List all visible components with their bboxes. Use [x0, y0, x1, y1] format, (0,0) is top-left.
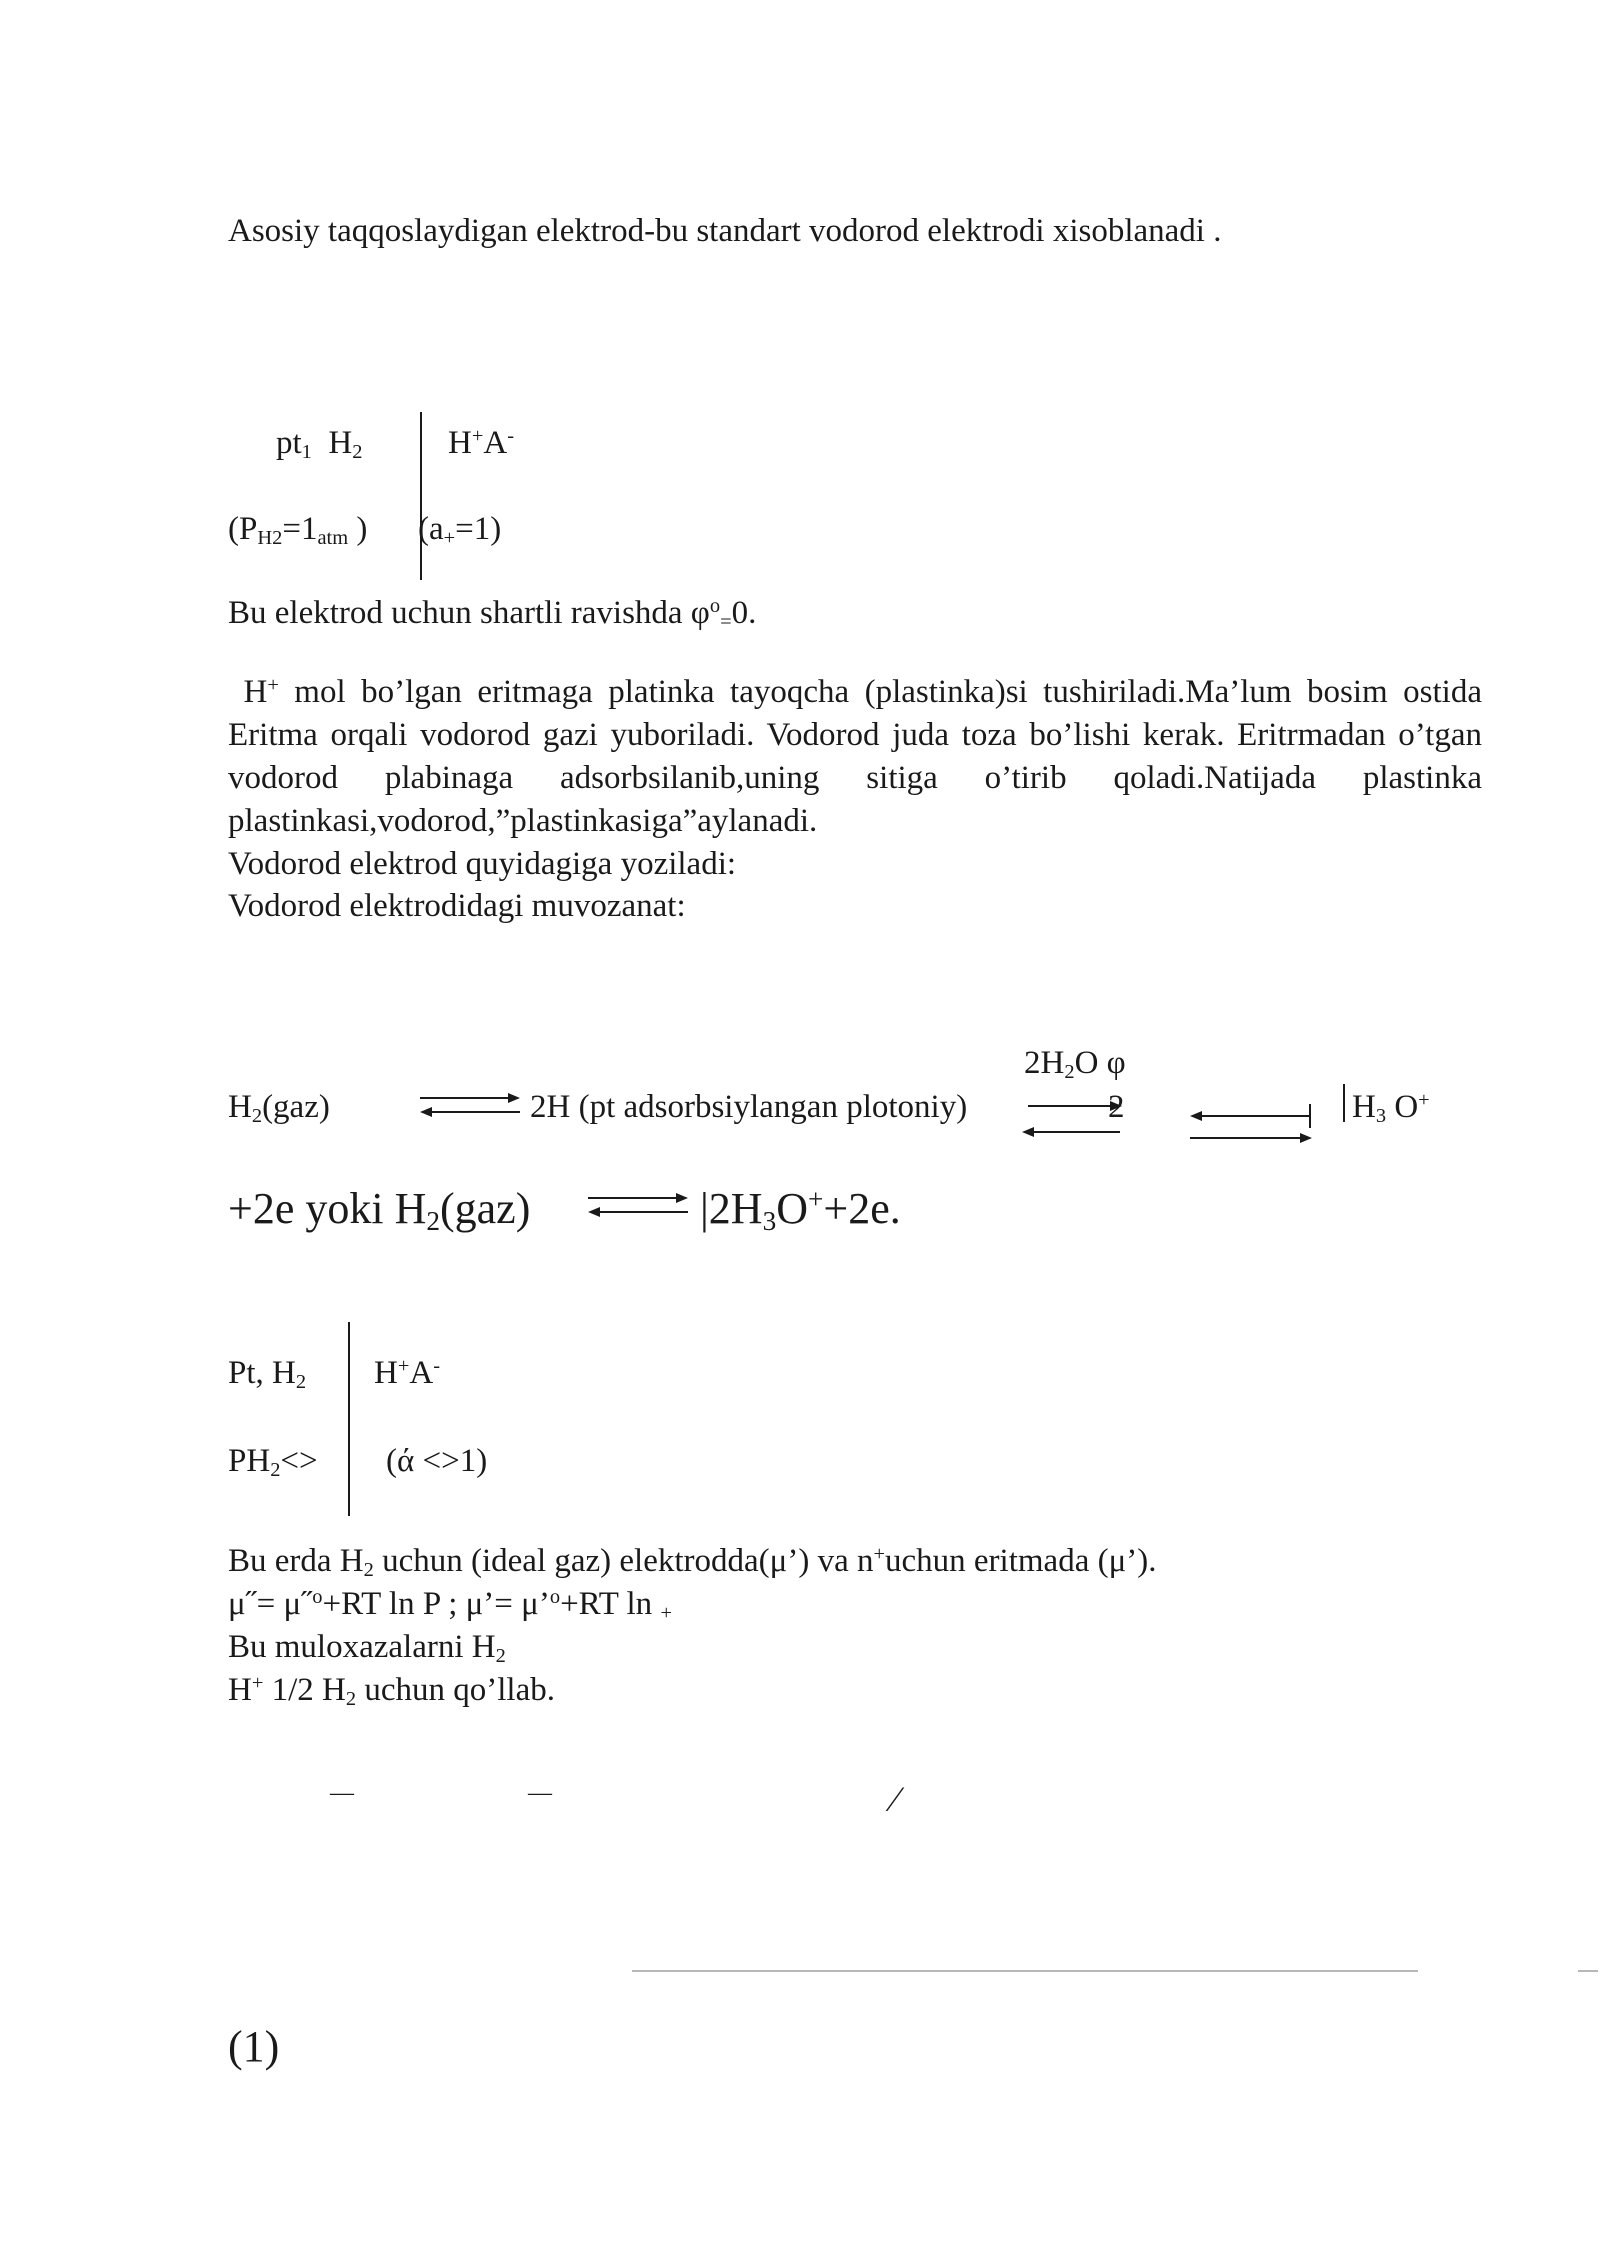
scheme2-right-bottom: (ά <>1) — [386, 1443, 488, 1479]
stray-dash-1: — — [330, 1780, 354, 1806]
scheme1-right-bottom: $(a_+=1)$ — [418, 511, 502, 550]
scheme2-divider — [348, 1322, 350, 1516]
scheme2-left-top: Pt, $H_2$ — [228, 1355, 307, 1394]
block-line-4: H+ 1/2 $H_2$ uchun qo’llab. — [228, 1671, 555, 1711]
scheme2-left-bottom: $PH_2<>$ — [228, 1443, 318, 1482]
paragraph-line-2: Vodorod elektrod quyidagiga yoziladi: — [228, 845, 737, 882]
reaction2-left: +2e yoki $H_2(gaz)$ — [228, 1184, 531, 1236]
equilibrium-arrow-3 — [1190, 1098, 1314, 1138]
scheme2-right-top: H+A- — [374, 1354, 441, 1391]
block-line-3: Bu muloxazalarni $H_2$ — [228, 1629, 506, 1668]
scheme1-left-top: $pt_1$ $H_2$ — [276, 425, 363, 464]
reaction-two: 2 — [1108, 1089, 1125, 1125]
paragraph-line-1: H+ mol bo’lgan eritmaga platinka tayoqcha (plastinka)si tushiriladi.Ma’lum bosim ostida Eritma orqali vodorod gazi yuboriladi. Vodorod juda toza bo’lishi kerak. Eritrmadan o’tgan vodorod plabinaga adsorbsilanib,uning sitiga o’tirib qoladi.Natijada plastinka plastinkasi,vodorod,”plastinkasiga”aylanadi. — [228, 673, 1483, 839]
scheme1-right-top: H+A- — [448, 424, 515, 461]
horizontal-rule-short — [1578, 1970, 1598, 1972]
phi-line: Bu elektrod uchun shartli ravishda $\varphi^o_=0$. — [228, 594, 757, 634]
description-paragraph — [228, 671, 1482, 928]
reaction-left: $H_2(gaz)$ — [228, 1089, 330, 1128]
reaction-middle: 2H (pt adsorbsiylangan plotoniy) — [530, 1089, 968, 1125]
paragraph-line-3: Vodorod elektrodidagi muvozanat: — [228, 888, 686, 925]
reaction-top-label: $2H_2O$ φ — [1024, 1045, 1126, 1084]
equilibrium-arrow-2 — [1022, 1098, 1122, 1138]
reaction2-right: $|2H_3O^++2e$. — [700, 1184, 901, 1236]
reaction-right-bar — [1343, 1084, 1345, 1122]
scheme1-divider — [420, 412, 422, 580]
equilibrium-arrow-4 — [588, 1190, 688, 1220]
equilibrium-arrow-1 — [420, 1090, 520, 1120]
stray-dash-2: — — [528, 1780, 552, 1806]
block-line-1: Bu erda $H_2$ uchun (ideal gaz) elektrodda(μ’) va n+uchun eritmada (μ’). — [228, 1542, 1157, 1582]
stray-slash: ⁄ — [892, 1779, 899, 1819]
horizontal-rule — [632, 1970, 1418, 1972]
reaction-right: $H_3$ O+ — [1352, 1088, 1430, 1128]
equation-number: (1) — [228, 2022, 280, 2071]
block-line-2: μ˝= μ˝$^o$+RT ln P ; μ’= μ’$^o$+RT ln $_+$ — [228, 1585, 672, 1625]
scheme1-left-bottom: ($P_{H2}=1_{atm}$ ) — [228, 511, 368, 550]
intro-text: Asosiy taqqoslaydigan elektrod-bu standart vodorod elektrodi xisoblanadi . — [228, 213, 1222, 249]
